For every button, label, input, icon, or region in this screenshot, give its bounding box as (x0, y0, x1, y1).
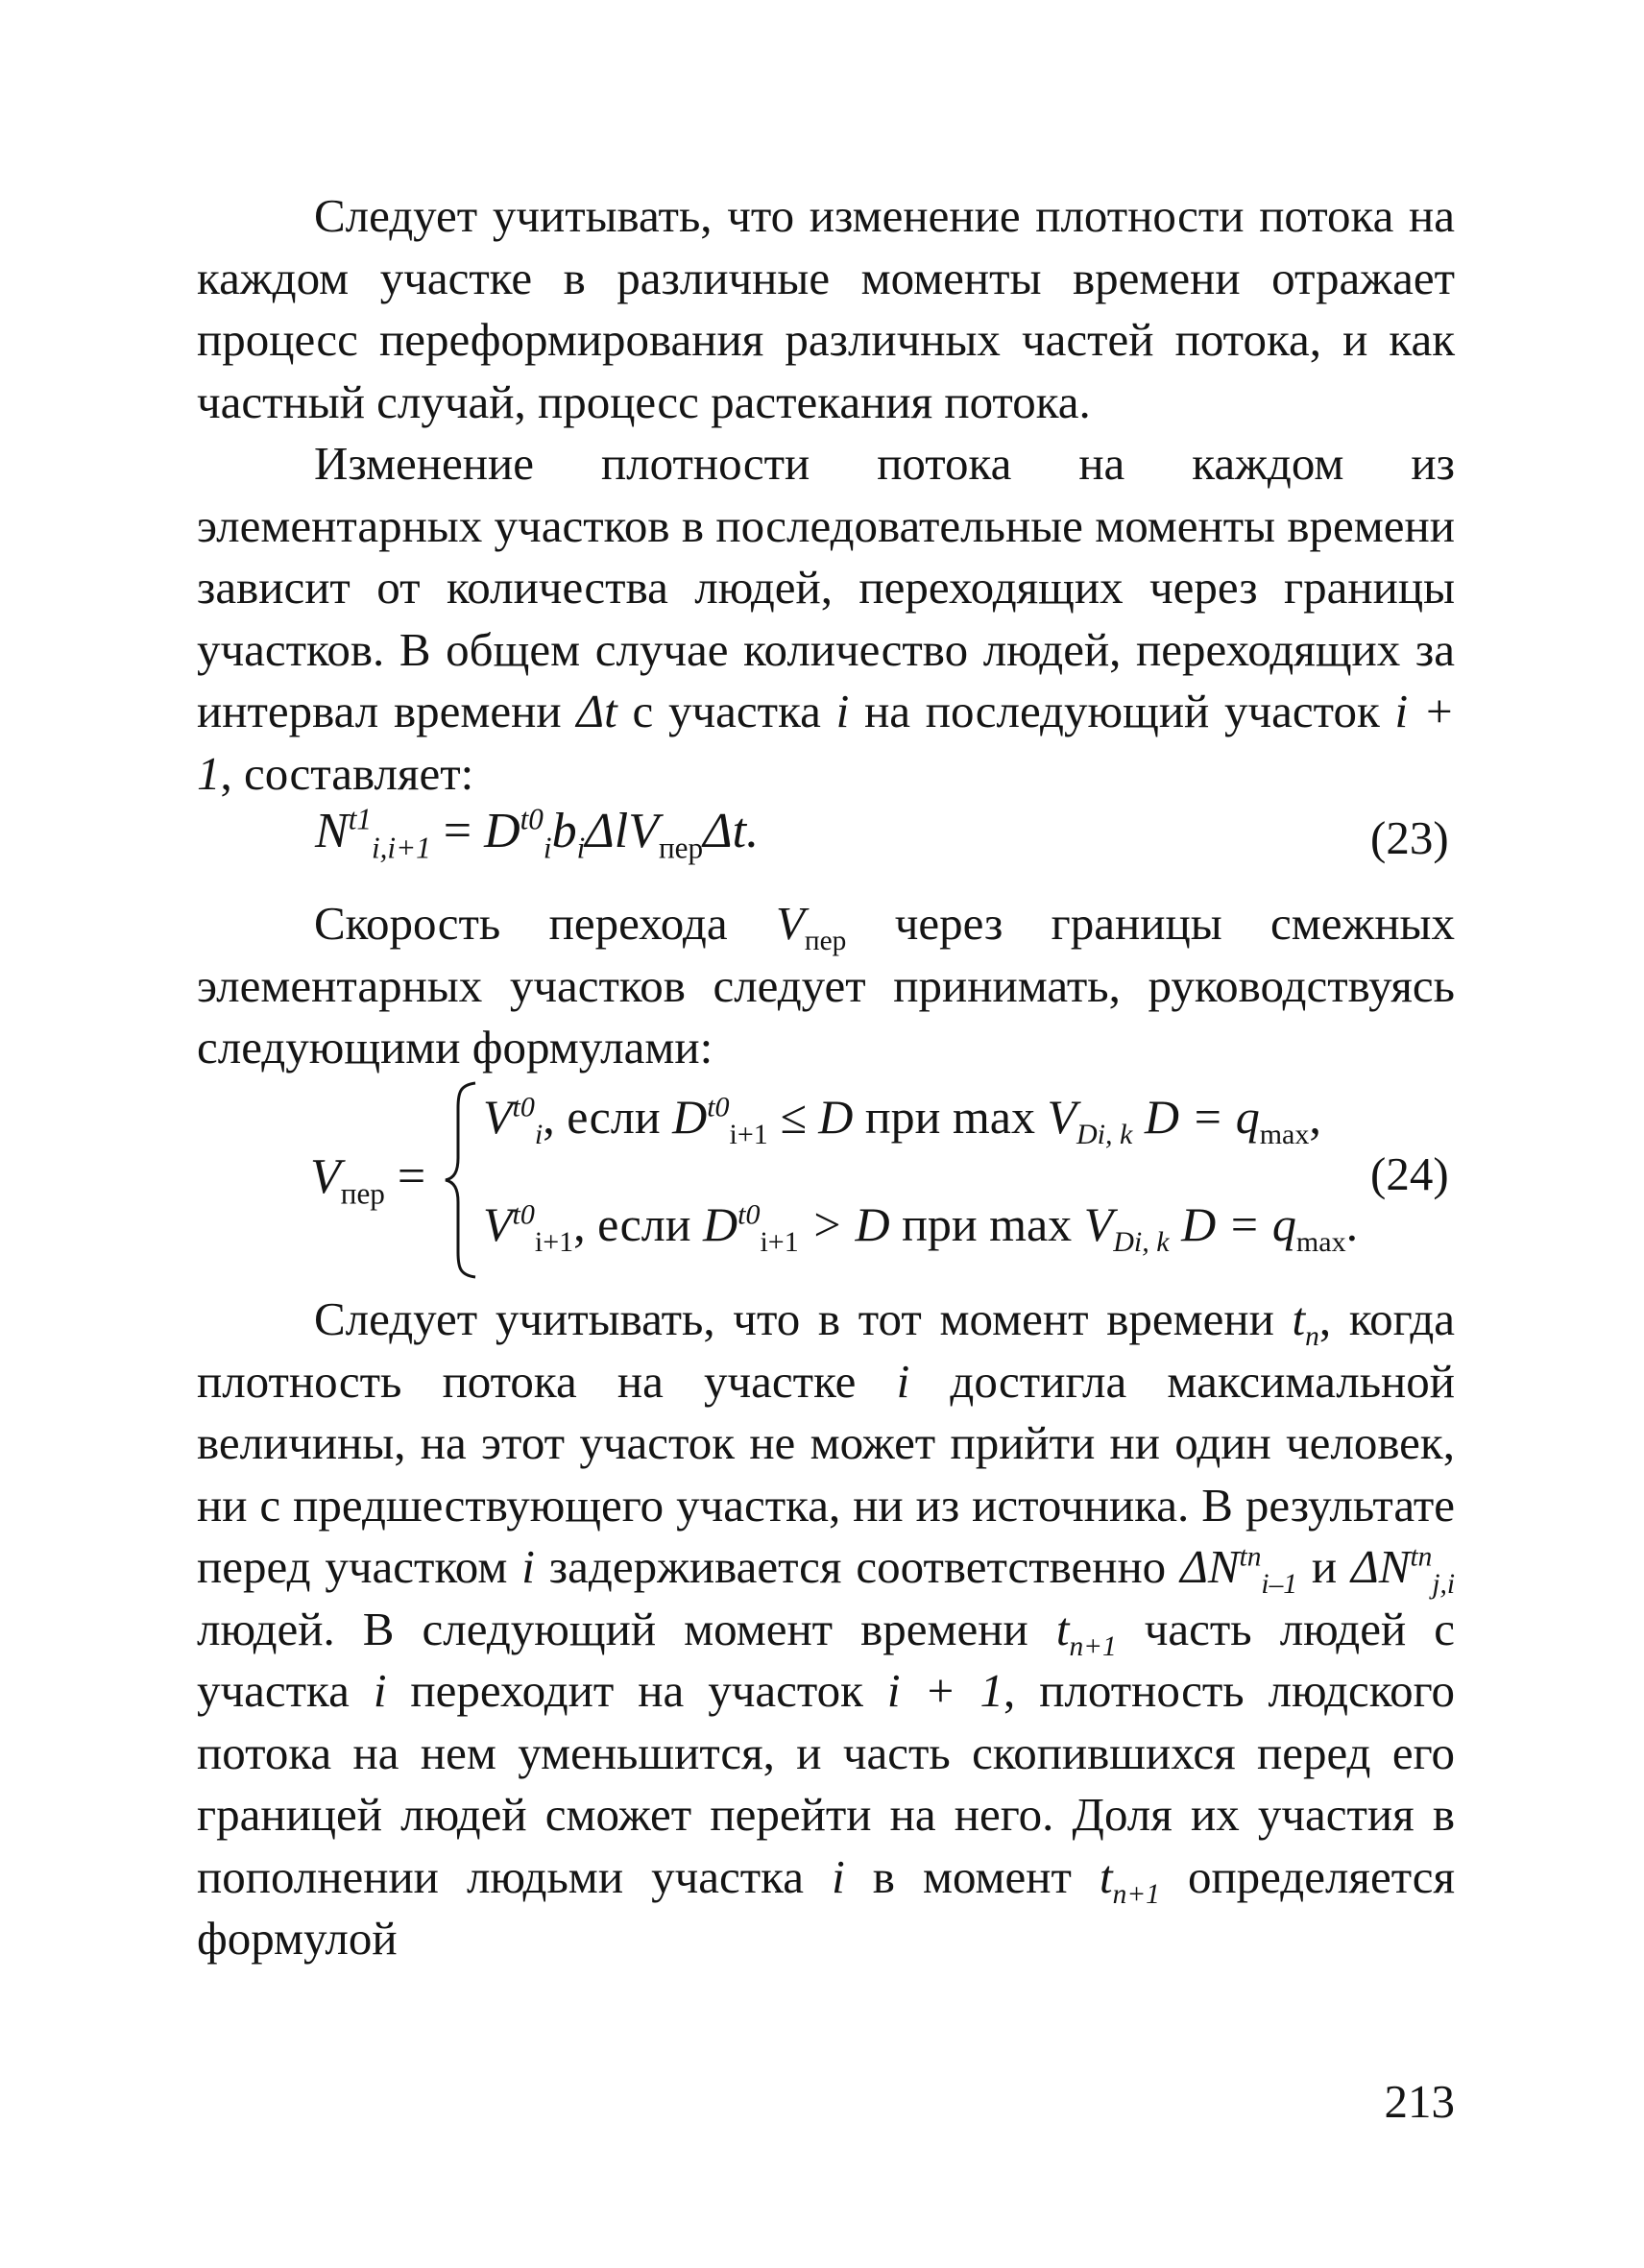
left-brace-icon (443, 1079, 481, 1281)
equation-23 (315, 802, 760, 865)
eq24-l2-at: при (902, 1197, 990, 1251)
eq24-l2-v-sup: t0 (512, 1198, 535, 1231)
eq24-l2-vd: V (1083, 1197, 1114, 1251)
eq24-l1-vd: V (1047, 1090, 1077, 1144)
var-i: i (521, 1540, 535, 1593)
var-i-plus-1: i + 1 (197, 685, 1455, 800)
var-i-plus-1: i + 1 (886, 1664, 1003, 1717)
paragraph-4-text: переходит на участок (386, 1664, 887, 1717)
paragraph-3-text: Скорость перехода (314, 897, 776, 950)
paragraph-4-text: достигла максимальной величины, на этот участок не может прийти ни один человек, ни с предшествующего участка, ни из источника. В результате перед участком (197, 1354, 1455, 1593)
var-i: i (835, 685, 850, 737)
delta-n-sup: tn (1410, 1541, 1433, 1573)
eq24-l1-v-sup: t0 (512, 1091, 535, 1123)
paragraph-4-text: часть людей с участка (197, 1602, 1455, 1717)
eq23-d: D (484, 804, 520, 858)
eq24-l1-max: max (952, 1090, 1048, 1144)
eq24-l1-at: при (864, 1090, 953, 1144)
paragraph-3 (197, 893, 1455, 1079)
eq24-l1-d: D (672, 1090, 708, 1144)
paragraph-4-text: людей. В следующий момент времени (197, 1602, 1056, 1655)
eq24-l2-d-sup: t0 (737, 1198, 761, 1231)
var-t: t (1292, 1292, 1306, 1345)
paragraph-2-text: Изменение плотности потока на каждом из элементарных участков в последовательные моменты времени зависит от количества людей, переходящих через границы участков. В общем случае количество людей, переходящих за интервал времени (197, 437, 1455, 737)
eq23-d-sup: t0 (520, 802, 544, 836)
delta-t: Δt (576, 685, 617, 737)
eq24-l2-q: D = q (1169, 1197, 1296, 1251)
var-t: t (1100, 1849, 1113, 1903)
eq24-line-2 (483, 1197, 1359, 1258)
paragraph-2-text: на последующий участок (849, 685, 1395, 737)
paragraph-3-text: через границы смежных элементарных участков следует принимать, руководствуясь следующими формулами: (197, 897, 1455, 1074)
equation-number-24: (24) (1370, 1147, 1449, 1200)
eq24-l2-if: если (597, 1197, 703, 1251)
var-i: i (896, 1354, 910, 1408)
var-t-sub: n (1305, 1320, 1319, 1352)
eq24-l2-max: max (989, 1197, 1084, 1251)
var-i: i (373, 1664, 387, 1717)
paragraph-4 (197, 1289, 1455, 1970)
eq24-l1-q: D = q (1132, 1090, 1260, 1144)
delta-n: ΔN (1180, 1540, 1240, 1593)
var-i: i (832, 1849, 845, 1903)
eq24-l1-if: если (567, 1090, 673, 1144)
eq24-l2-d-sub: i+1 (760, 1226, 799, 1258)
eq24-l1-end: , (1309, 1090, 1321, 1144)
eq24-l1-d-sub: i+1 (729, 1119, 768, 1150)
eq24-v: V (310, 1149, 341, 1204)
paragraph-2-text: с участка (616, 685, 836, 737)
paragraph-4-text: и (1296, 1540, 1351, 1593)
eq24-l2-q-sub: max (1295, 1226, 1346, 1258)
paragraph-4-text: в момент (844, 1849, 1100, 1903)
var-t-sub: n+1 (1112, 1878, 1160, 1910)
eq23-dt: Δt. (703, 804, 760, 858)
equation-24 (310, 1083, 1386, 1275)
eq24-l1-v-sub: i (534, 1119, 544, 1150)
paragraph-4-text: Следует учитывать, что в тот момент времени (314, 1292, 1293, 1345)
paragraph-1 (197, 185, 1455, 433)
delta-n: ΔN (1351, 1540, 1411, 1593)
paragraph-4-text: , когда плотность потока на участке (197, 1292, 1455, 1408)
paragraph-4-text: задерживается соответственно (534, 1540, 1181, 1593)
delta-n-sub: i–1 (1261, 1568, 1297, 1600)
eq24-l2-v-sub: i+1 (534, 1226, 574, 1258)
eq24-l1-comma: , (543, 1090, 568, 1144)
eq24-line-1 (483, 1090, 1321, 1150)
paragraph-1-text: Следует учитывать, что изменение плотности потока на каждом участке в различные моменты времени отражает процесс переформирования различных частей потока, и как частный случай, процесс растекания потока. (197, 189, 1455, 428)
eq24-l1-q-sub: max (1259, 1119, 1310, 1150)
eq24-l1-vd-sub: Di, k (1076, 1119, 1133, 1150)
eq24-l1-d-sup: t0 (707, 1091, 730, 1123)
paragraph-2-text: , составляет: (220, 746, 474, 800)
eq23-n-sup: t1 (348, 802, 372, 836)
eq24-lhs (310, 1148, 426, 1211)
eq24-l2-end: . (1345, 1197, 1359, 1251)
eq23-b: b (551, 804, 577, 858)
delta-n-sub: j,i (1432, 1568, 1456, 1600)
var-v-sub: пер (804, 925, 847, 956)
eq24-l2-v: V (483, 1197, 513, 1251)
eq24-l1-v: V (483, 1090, 513, 1144)
delta-n-sup: tn (1239, 1541, 1262, 1573)
eq23-d-sub: i (543, 831, 552, 865)
paragraph-4-text: определяется формулой (197, 1849, 1455, 1965)
page-number: 213 (1384, 2075, 1455, 2128)
eq23-equals: = (430, 804, 485, 858)
eq24-l2-vd-sub: Di, k (1113, 1226, 1170, 1258)
var-t: t (1055, 1602, 1070, 1655)
paragraph-2 (197, 433, 1455, 805)
eq23-n-sub: i,i+1 (371, 831, 431, 865)
eq24-l2-d: D (703, 1197, 738, 1251)
eq23-n: N (315, 804, 349, 858)
eq24-l1-rel: ≤ D (767, 1090, 865, 1144)
eq23-v-sub: пер (658, 831, 704, 865)
var-v: V (775, 897, 805, 950)
equation-number-23: (23) (1370, 811, 1449, 864)
eq24-l2-rel: > D (798, 1197, 903, 1251)
eq23-b-sub: i (576, 831, 586, 865)
paragraph-4-text: , плотность людского потока на нем уменьшится, и часть скопившихся перед его границей людей сможет перейти на него. Доля их участия в пополнении людьми участка (197, 1664, 1455, 1903)
eq24-l2-comma: , (573, 1197, 598, 1251)
eq23-dlv: ΔlV (585, 804, 659, 858)
eq24-equals: = (384, 1149, 426, 1204)
eq24-v-sub: пер (340, 1176, 385, 1211)
var-t-sub: n+1 (1069, 1630, 1117, 1662)
